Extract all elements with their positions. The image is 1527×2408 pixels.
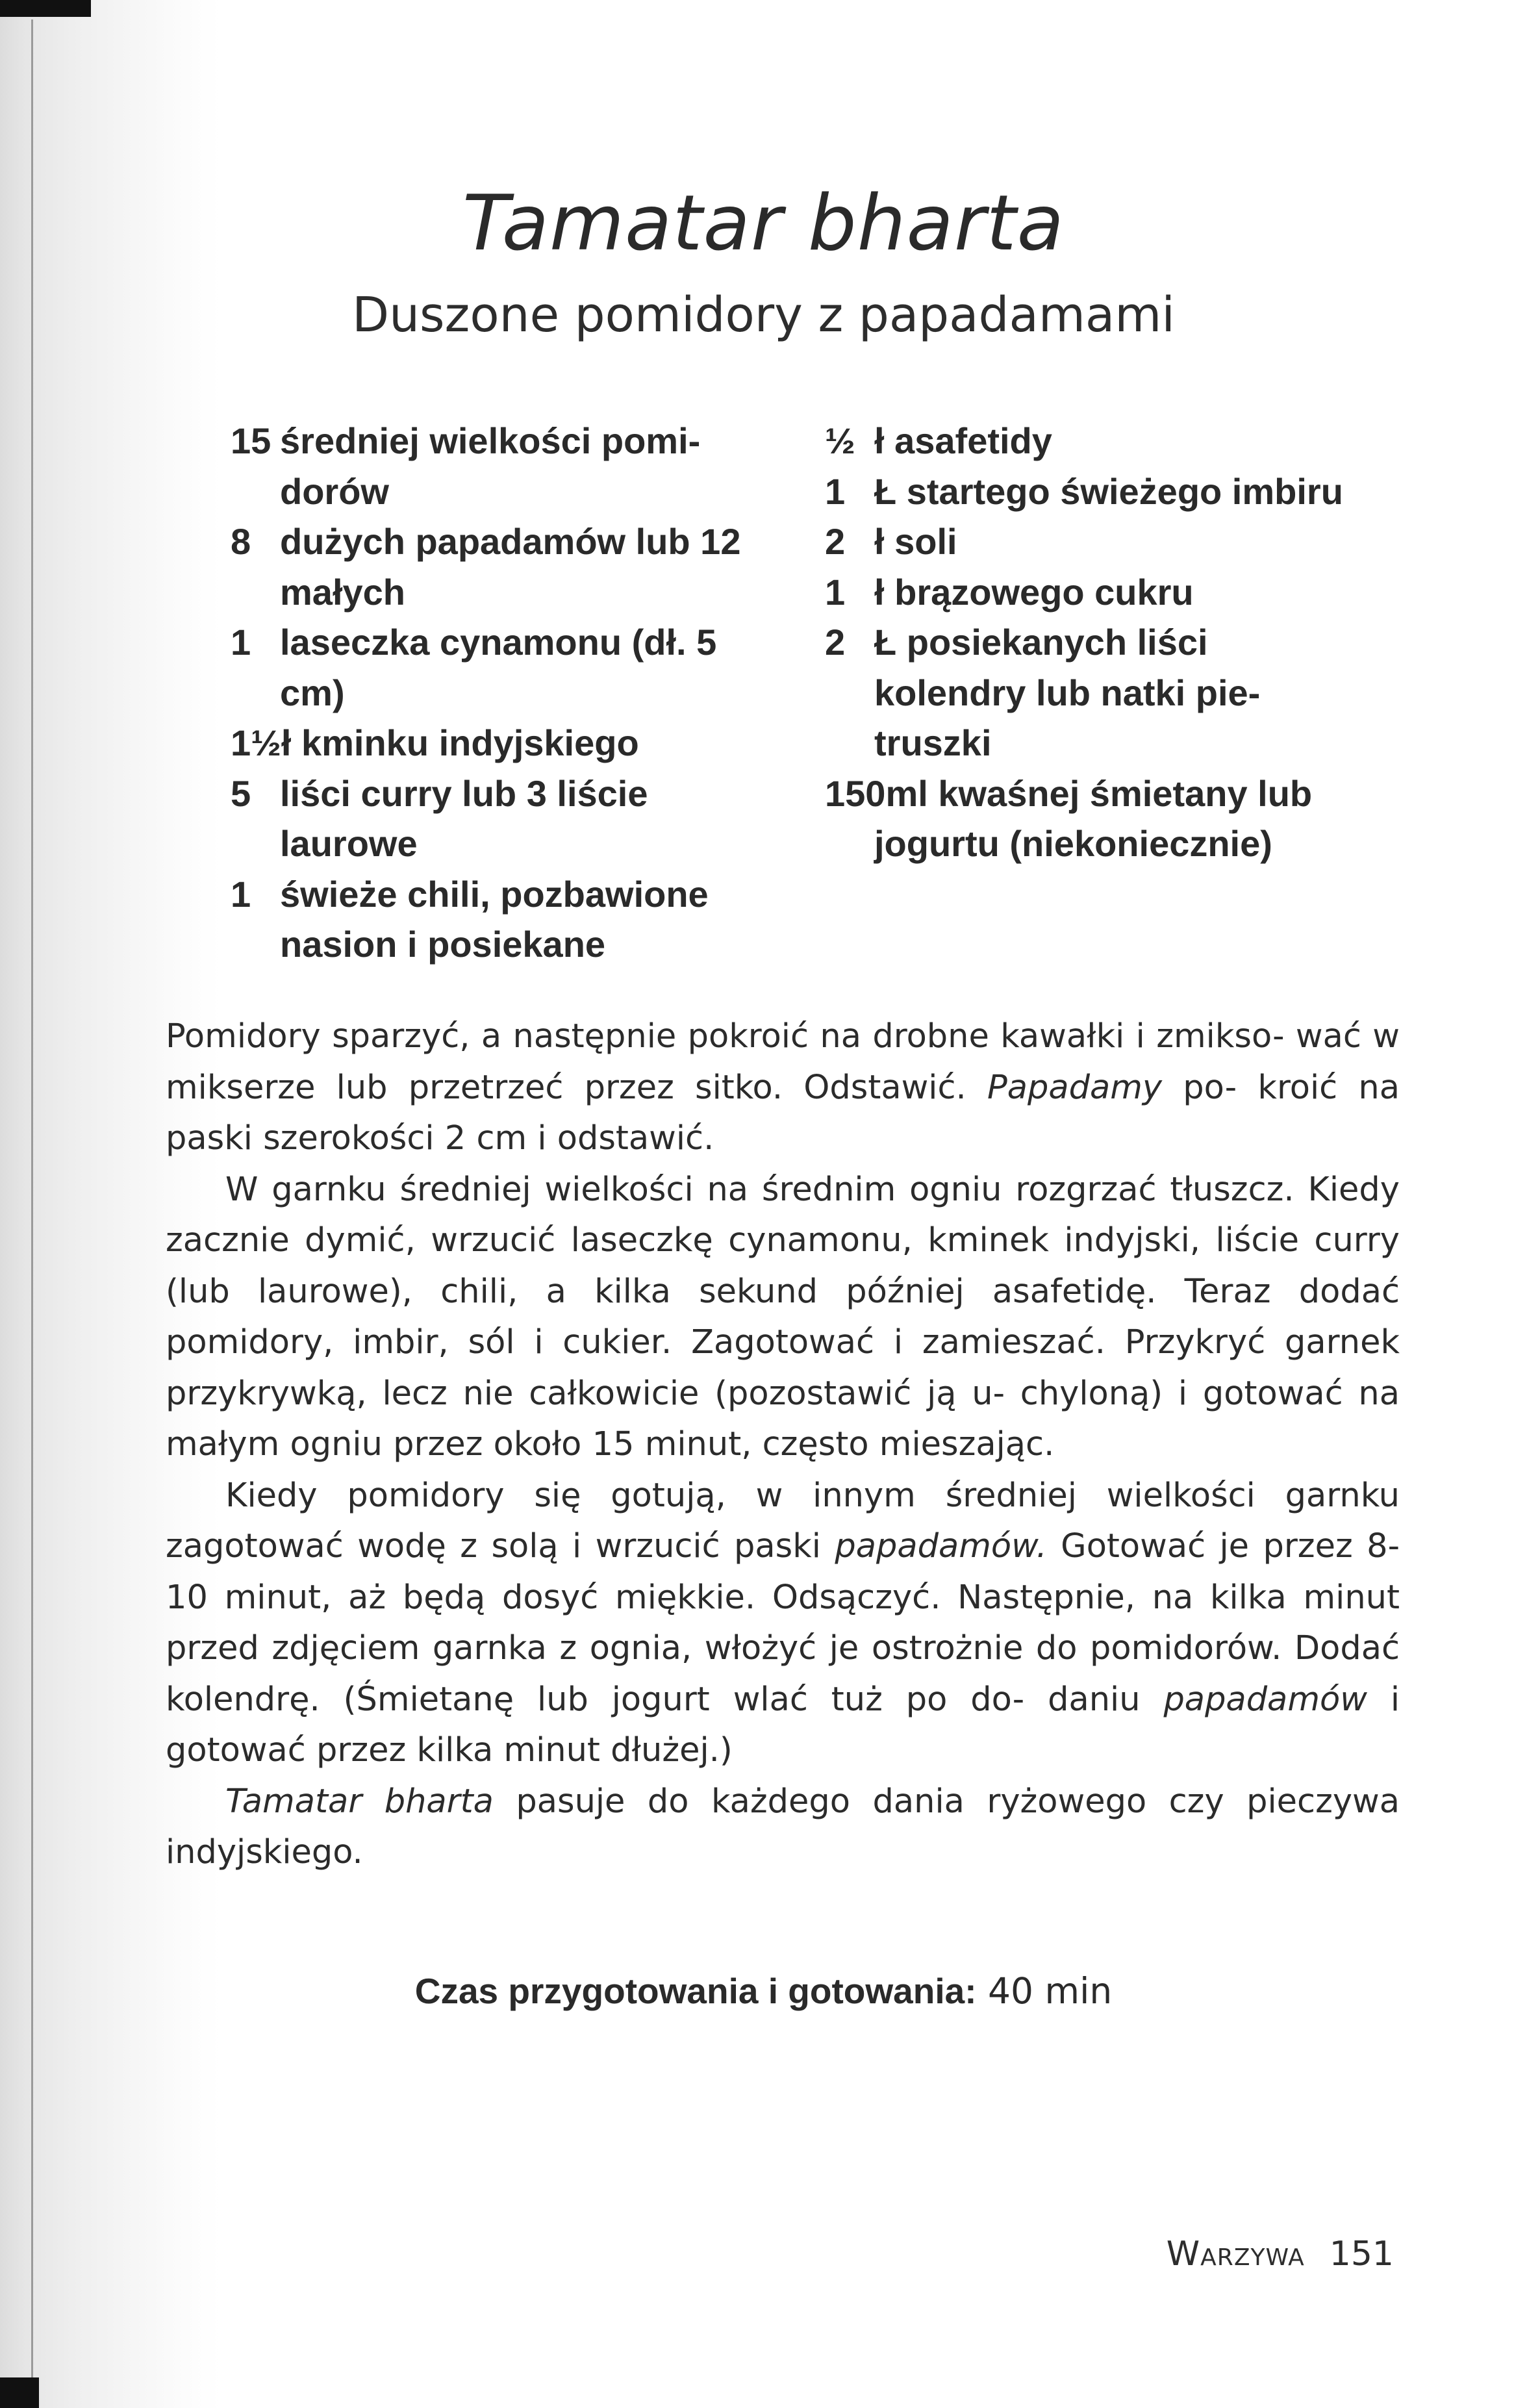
ingredient-item: [825, 466, 1357, 517]
ingredient-item: [231, 768, 770, 869]
ingredient-text: Ł startego świeżego imbiru: [874, 470, 1343, 512]
ingredient-item: [231, 617, 770, 718]
ingredient-qty: 1: [825, 470, 846, 512]
scan-corner-bottom: [0, 2377, 39, 2408]
ingredient-text: dużych papadamów lub 12 małych: [280, 521, 741, 613]
instruction-paragraph: [166, 1011, 1400, 1165]
ingredient-item: [825, 617, 1357, 768]
paragraph-text: i gotować przez kilka minut dłużej.): [166, 1680, 1400, 1769]
recipe-subtitle: Duszone pomidory z papadamami: [352, 287, 1175, 343]
time-label: Czas przygotowania i gotowania:: [414, 1971, 977, 2011]
paragraph-emphasis: Papadamy: [987, 1068, 1163, 1107]
ingredient-text: ł soli: [874, 521, 957, 562]
ingredient-item: [231, 718, 770, 768]
paragraph-emphasis: papadamów.: [835, 1527, 1047, 1565]
ingredient-text: laseczka cynamonu (dł. 5 cm): [280, 622, 717, 713]
time-value: 40 min: [988, 1970, 1113, 2012]
page-number: 151: [1329, 2235, 1394, 2274]
paragraph-text: Pomidory sparzyć, a następnie pokroić na drobne kawałki i zmikso- wać w mikserze lub przetrzeć przez sitko. Odstawić.: [166, 1017, 1400, 1107]
ingredient-qty: 150: [825, 772, 886, 814]
ingredient-qty: 8: [231, 521, 251, 562]
paragraph-text: pasuje do każdego dania ryżowego czy pieczywa indyjskiego.: [166, 1782, 1400, 1871]
ingredient-qty: 2: [825, 622, 846, 663]
instruction-paragraph: [166, 1777, 1400, 1879]
paragraph-text: Kiedy pomidory się gotują, w innym średniej wielkości garnku zagotować wodę z solą i wrzucić paski: [166, 1476, 1400, 1565]
ingredient-text: ł asafetidy: [874, 420, 1052, 461]
ingredient-item: [825, 768, 1357, 869]
paragraph-text: Gotować je przez 8-10 minut, aż będą dosyć miękkie. Odsączyć. Następnie, na kilka minut przed zdjęciem garnka z ognia, włożyć je ostrożnie do pomidorów. Dodać kolendrę. (Śmietanę lub jogurt wlać tuż po do- daniu: [166, 1527, 1400, 1719]
ingredient-text: liści curry lub 3 liście laurowe: [280, 772, 648, 864]
ingredient-item: [231, 416, 770, 516]
ingredient-qty: 2: [825, 521, 846, 562]
ingredient-text: ml kwaśnej śmietany lub jogurtu (niekoniecznie): [874, 772, 1313, 864]
recipe-instructions: [166, 1011, 1400, 1879]
paragraph-emphasis: papadamów: [1163, 1680, 1367, 1719]
paragraph-text: po- kroić na paski szerokości 2 cm i odstawić.: [166, 1068, 1400, 1158]
scan-corner-top: [0, 0, 91, 17]
ingredient-qty: 15: [231, 420, 271, 461]
instruction-paragraph: W garnku średniej wielkości na średnim ogniu rozgrzać tłuszcz. Kiedy zacznie dymić, wrzucić laseczkę cynamonu, kminek indyjski, liście curry (lub laurowe), chili, a kilka sekund później asafetidę. Teraz dodać pomidory, imbir, sól i cukier. Zagotować i zamieszać. Przykryć garnek przykrywką, lecz nie całkowicie (pozostawić ją u- chyloną) i gotować na małym ogniu przez około 15 minut, często mieszając.: [166, 1170, 1400, 1464]
ingredient-text: Ł posiekanych liści kolendry lub natki pie- truszki: [874, 622, 1261, 763]
section-name: Warzywa: [1166, 2235, 1305, 2274]
ingredient-qty: 1: [231, 622, 251, 663]
ingredient-qty: 1½: [231, 722, 281, 763]
ingredient-item: [231, 516, 770, 617]
ingredient-qty: 1: [825, 571, 846, 613]
binding-line: [31, 19, 33, 2390]
recipe-title: Tamatar bharta: [462, 178, 1065, 268]
ingredient-text: ł kminku indyjskiego: [281, 722, 639, 763]
ingredient-item: [825, 567, 1357, 618]
ingredients-right-column: [825, 416, 1357, 869]
instruction-paragraph: [166, 1471, 1400, 1777]
ingredient-text: świeże chili, pozbawione nasion i posiekane: [280, 873, 709, 965]
ingredient-qty: ½: [825, 420, 855, 461]
ingredient-item: [825, 516, 1357, 567]
ingredient-item: [825, 416, 1357, 466]
page-footer: [1167, 2231, 1394, 2277]
ingredients-left-column: [231, 416, 770, 970]
preparation-time: [0, 1965, 1527, 2017]
ingredient-item: [231, 869, 770, 970]
ingredient-text: średniej wielkości pomi- dorów: [280, 420, 701, 512]
paragraph-emphasis: Tamatar bharta: [225, 1782, 494, 1821]
ingredient-qty: 1: [231, 873, 251, 915]
ingredient-text: ł brązowego cukru: [874, 571, 1194, 613]
ingredient-qty: 5: [231, 772, 251, 814]
